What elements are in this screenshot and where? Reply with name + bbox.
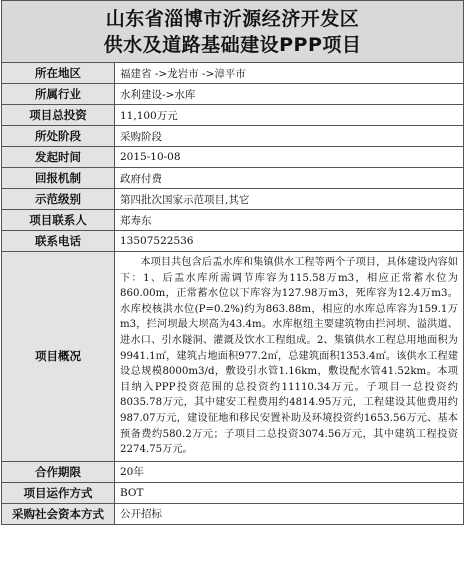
row-value: 水利建设->水库 [115, 84, 464, 105]
table-row [2, 210, 464, 231]
title-line-1: 山东省淄博市沂源经济开发区 [105, 8, 360, 30]
row-value: 第四批次国家示范项目,其它 [115, 189, 464, 210]
row-label: 回报机制 [2, 168, 115, 189]
table-row [2, 461, 464, 482]
table-row [2, 231, 464, 252]
table-row [2, 482, 464, 503]
row-label: 联系电话 [2, 231, 115, 252]
row-value: 2015-10-08 [115, 147, 464, 168]
table-row [2, 126, 464, 147]
row-label: 所属行业 [2, 84, 115, 105]
title-line-2: 供水及道路基础建设PPP项目 [103, 34, 362, 56]
table-row [2, 105, 464, 126]
row-value: 采购阶段 [115, 126, 464, 147]
row-label: 合作期限 [2, 461, 115, 482]
row-label: 项目总投资 [2, 105, 115, 126]
row-value: 政府付费 [115, 168, 464, 189]
table-row [2, 84, 464, 105]
row-value: BOT [115, 482, 464, 503]
row-label: 所在地区 [2, 63, 115, 84]
page-title [1, 0, 464, 62]
table-row [2, 503, 464, 524]
row-value: 13507522536 [115, 231, 464, 252]
row-value: 福建省 ->龙岩市 ->漳平市 [115, 63, 464, 84]
row-value: 11,100万元 [115, 105, 464, 126]
project-info-table [1, 62, 464, 525]
row-value: 公开招标 [115, 503, 464, 524]
row-label: 发起时间 [2, 147, 115, 168]
table-row [2, 168, 464, 189]
row-label: 项目联系人 [2, 210, 115, 231]
table-row [2, 147, 464, 168]
row-label: 采购社会资本方式 [2, 503, 115, 524]
row-label: 所处阶段 [2, 126, 115, 147]
overview-text: 本项目共包含后盂水库和集镇供水工程等两个子项目，具体建设内容如下：1、后盂水库所需调节库容为115.58万m3，相应正常蓄水位为860.00m，正常蓄水位以下库容为127.98万m3，死库容为12.4万m3。水库校核洪水位(P=0.2%)约为863.88m，相应的水库总库容为159.1万m3，拦河坝最大坝高为43.4m。水库枢纽主要建筑物由拦河坝、溢洪道、进水口、引水隧洞、灌溉及饮水工程组成。2、集镇供水工程总用地面积为9941.1㎡，建筑占地面积977.2㎡，总建筑面积1353.4㎡。该供水工程建设总规模8000m3/d，敷设引水管1.16km，敷设配水管41.52km。本项目纳入PPP投资范围的总投资约11110.34万元。子项目一总投资约8035.78万元，其中建安工程费用约4814.95万元，工程建设其他费用约987.07万元，建设征地和移民安置补助及环境投资约1653.56万元、基本预备费约580.2万元；子项目二总投资3074.56万元，其中建筑工程投资2274.75万元。 [115, 252, 464, 462]
overview-label: 项目概况 [2, 252, 115, 462]
row-label: 项目运作方式 [2, 482, 115, 503]
table-row [2, 63, 464, 84]
row-value: 20年 [115, 461, 464, 482]
row-value: 郑寿东 [115, 210, 464, 231]
row-label: 示范级别 [2, 189, 115, 210]
overview-row [2, 252, 464, 462]
table-row [2, 189, 464, 210]
